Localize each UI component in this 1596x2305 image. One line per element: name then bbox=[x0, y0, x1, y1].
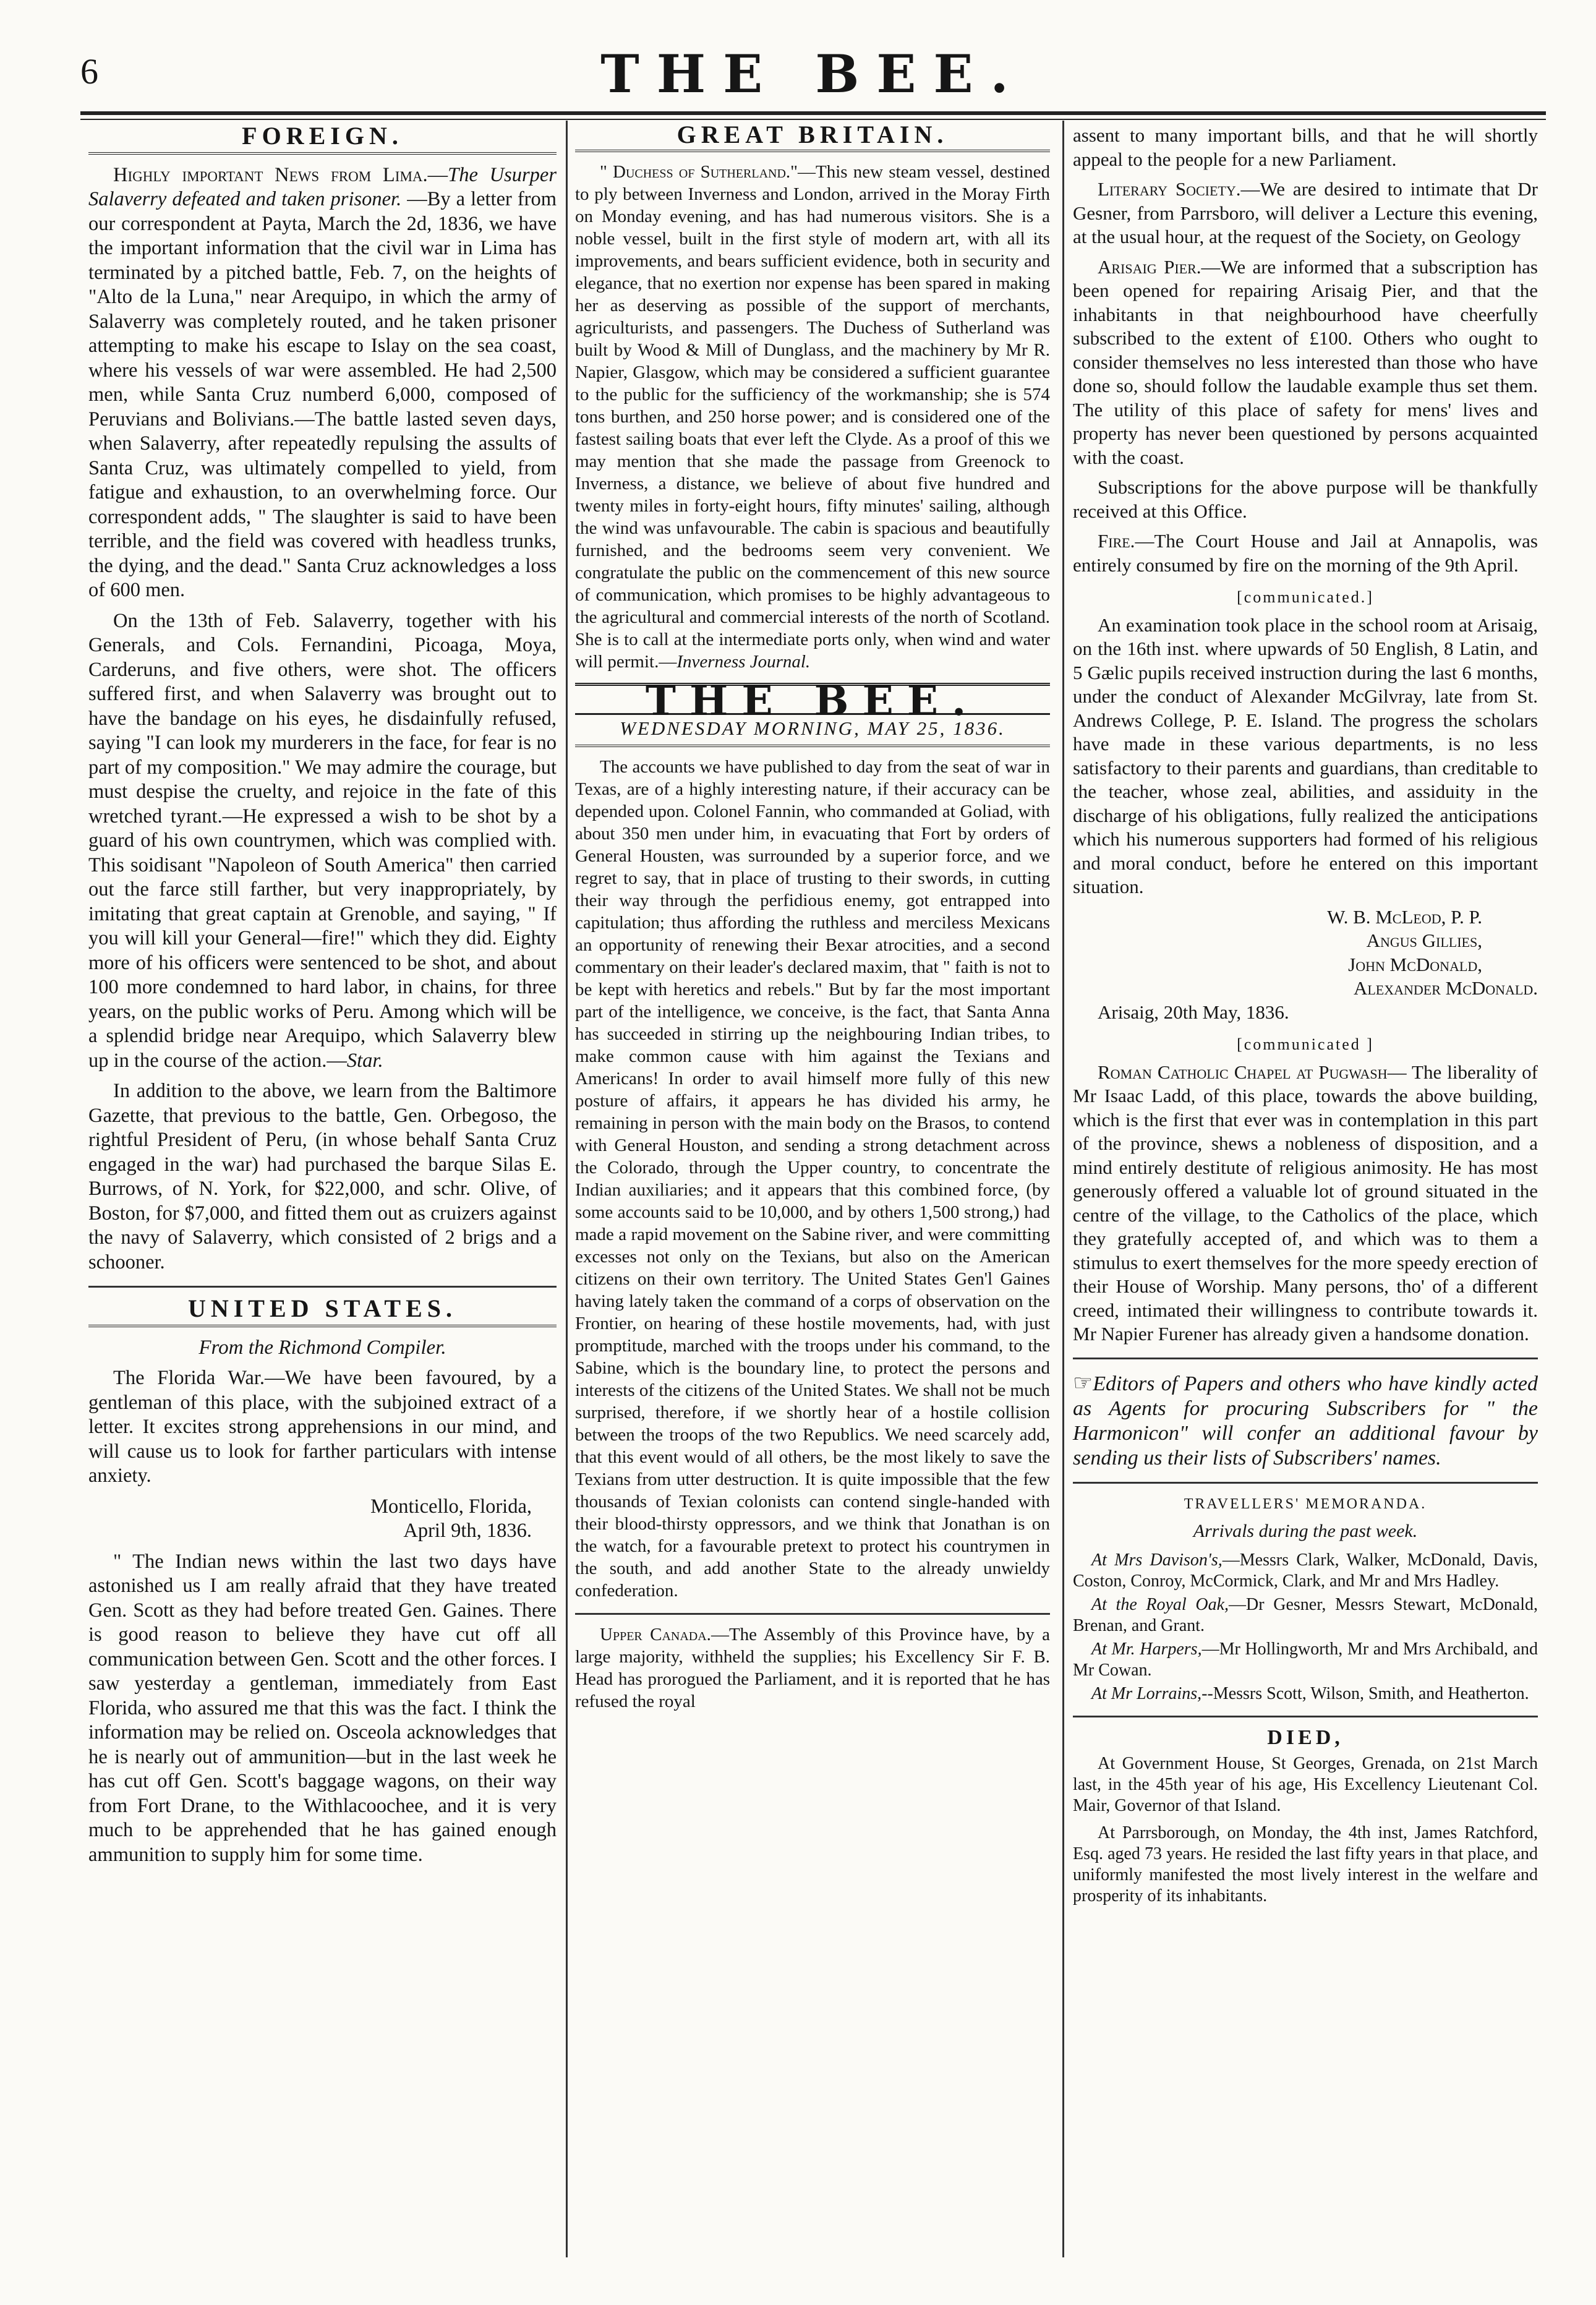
article-continuation: assent to many important bills, and that he will shortly appeal to the people for a new Parliament. bbox=[1073, 124, 1538, 170]
article-canada bbox=[575, 1623, 1050, 1713]
signature: Alexander McDonald. bbox=[1353, 977, 1538, 999]
article-paragraph: The Florida War.—We have been favoured, by a gentleman of this place, with the subjoined extract of a letter. It excites strong apprehensions in our mind, and will cause us to look for farther particulars with intense anxiety. bbox=[88, 1367, 557, 1487]
notice-text: —The Court House and Jail at Annapolis, was entirely consumed by fire on the morning of the 9th April. bbox=[1073, 530, 1538, 576]
article-paragraph: " The Indian news within the last two days have astonished us I am really afraid that they have treated Gen. Scott as they had before treated Gen. Gaines. There is good reason to believe they have cut off all communication between Gen. Scott and the other forces. I saw yesterday a gentleman, immediately from East Florida, who assured me that this was the fact. I think the information may be relied on. Osceola acknowledges that he is nearly out of ammunition—but in the last week he has cut off Gen. Scott's baggage wagons, on their way from Fort Drane, to the Withlacoochee, and it is very much to be apprehended that he has gained enough ammunition to supply him for some time. bbox=[88, 1550, 557, 1866]
masthead-rule-thin bbox=[80, 119, 1546, 120]
travellers-list bbox=[1073, 1550, 1538, 1704]
column-rule-1 bbox=[566, 121, 568, 2257]
section-divider bbox=[88, 1286, 557, 1288]
notice-divider bbox=[1073, 1716, 1538, 1717]
letter-place: Monticello, Florida, bbox=[370, 1495, 532, 1518]
list-item bbox=[1073, 1550, 1538, 1592]
article-source: Inverness Journal. bbox=[676, 652, 811, 672]
article-duchess bbox=[575, 161, 1050, 673]
notice-text: —We are desired to intimate that Dr Gesner, from Parrsboro, will deliver a Lecture this evening, at the usual hour, at the request of the Society, on Geology bbox=[1073, 178, 1538, 247]
notice-fire bbox=[1073, 529, 1538, 577]
communicated-head: [communicated.] bbox=[1237, 588, 1374, 606]
article-lima bbox=[88, 163, 557, 603]
article-paragraph: An examination took place in the school room at Arisaig, on the 16th inst. where upwards of 50 English, 8 Latin, and 5 Gælic pupils received instruction during the last 6 months, under the conduct of Alexander McGilvray, late from St. Andrews College, P. E. Island. The progress the scholars have made in these various departments, is no less satisfactory to their parents and guardians, than creditable to the teacher, whose zeal, abilities, and assiduity in the discharge of his obligations, fully realized the anticipations which his numerous supporters had formed of his religious and moral conduct, before he entered on this important situation. bbox=[1073, 614, 1538, 897]
list-item-place: At Mrs Davison's, bbox=[1091, 1550, 1223, 1570]
pointing-hand-icon: ☞ bbox=[1073, 1370, 1093, 1395]
article-text: —This new steam vessel, destined to ply between Inverness and London, arrived in the Moray Firth on Monday evening, and has had numerous visitors. She is a noble vessel, built in the first style of modern art, with all its improvements, and bears sufficient evidence, both in security and elegance, that no exertion nor expense has been spared in making her as deserving as possible of the support of merchants, agriculturists, and passengers. The Duchess of Sutherland was built by Wood & Mill of Dunglass, and the machinery by Mr R. Napier, Glasgow, which may be considered a sufficient guarantee to the public for the sufficiency of the workmanship; she is 574 tons burthen, and 250 horse power; and is considered one of the fastest sailing boats that ever left the Clyde. As a proof of this we may mention that she made the passage from Greenock to Inverness, a distance, we believe of about five hundred and twenty miles in forty-eight hours, fifty minutes' sailing, although the wind was unfavourable. The cabin is spacious and beautifully furnished, and the bedrooms seem very convenient. We congratulate the public on the commencement of this new source of communication, which promises to be highly advantageous to the agricultural and commercial interests of the north of Scotland. She is to call at the intermediate ports only, when wind and water will permit.— bbox=[575, 162, 1050, 672]
article-source: From the Richmond Compiler. bbox=[198, 1336, 446, 1359]
notice-divider bbox=[1073, 1482, 1538, 1484]
editorial-title: THE BEE. bbox=[575, 683, 1050, 715]
list-item-place: At Mr Lorrains, bbox=[1091, 1683, 1202, 1703]
signature: W. B. McLeod, P. P. bbox=[1327, 905, 1482, 928]
column-rule-2 bbox=[1062, 121, 1064, 2257]
list-item bbox=[1073, 1639, 1538, 1681]
notice-lead: Fire. bbox=[1098, 530, 1135, 552]
list-item-names: —Mr Hollingworth, Mr and Mrs Archibald, and Mr Cowan. bbox=[1073, 1639, 1538, 1680]
article-lead: Upper Canada. bbox=[600, 1625, 711, 1644]
notice-paragraph: Subscriptions for the above purpose will be thankfully received at this Office. bbox=[1073, 476, 1538, 522]
notice-arisaig-pier bbox=[1073, 255, 1538, 470]
section-head-great-britain: GREAT BRITAIN. bbox=[575, 124, 1050, 152]
list-item bbox=[1073, 1594, 1538, 1636]
notice-text: —We are informed that a subscription has been opened for repairing Arisaig Pier, and that the inhabitants in that neighbourhood have cheerfully subscribed to the extent of £100. Others who ought to consider themselves no less interested than those who have done so, should follow the laudable example thus set them. The utility of this place of safety for mens' lives and property has never been questioned by persons acquainted with the coast. bbox=[1073, 255, 1538, 468]
masthead-rule bbox=[80, 111, 1546, 115]
article-divider bbox=[575, 1613, 1050, 1615]
signature: John McDonald, bbox=[1348, 953, 1482, 975]
issue-dateline: WEDNESDAY MORNING, MAY 25, 1836. bbox=[575, 715, 1050, 747]
obituary: At Parrsborough, on Monday, the 4th inst, James Ratchford, Esq. aged 73 years. He resided the last fifty years in that place, and uniformly manifested the most lively interest in the welfare and prosperity of its inhabitants. bbox=[1073, 1823, 1538, 1905]
page-number: 6 bbox=[80, 51, 98, 92]
article-subhead: The Usurper Salaverry defeated and taken prisoner. bbox=[88, 163, 557, 210]
dateline: Arisaig, 20th May, 1836. bbox=[1098, 1001, 1289, 1023]
article-paragraph bbox=[88, 609, 557, 1074]
list-item-names: --Messrs Scott, Wilson, Smith, and Heatherton. bbox=[1201, 1683, 1529, 1703]
list-item-names: —Dr Gesner, Messrs Stewart, McDonald, Brenan, and Grant. bbox=[1073, 1594, 1538, 1635]
article-paragraph: The accounts we have published to day from the seat of war in Texas, are of a highly interesting nature, if their accuracy can be depended upon. Colonel Fannin, who commanded at Goliad, with about 350 men under him, in evacuating that Fort by orders of General Housten, was surrounded by a superior force, and we regret to say, that in place of trusting to their swords, in cutting their way through the perfidious enemy, got entrapped into capitulation; thus affording the ruthless and merciless Mexicans an opportunity of renewing their Bexar atrocities, and a second commentary on their leader's declared maxim, that " faith is not to be kept with heretics and rebels." But by far the most important part of the intelligence, we conceive, is the fact, that Santa Anna has succeeded in stirring up the neighbouring Indian tribes, to make common cause with him against the Texians and Americans! In order to avail himself more fully of this new posture of affairs, it appears he has divided his army, he remaining in person with the main body on the Brasos, to contend with General Houston, and sending a strong detachment across the Colorado, through the Upper country, to concentrate the Indian auxiliaries; and it appears that this combined force, (by some accounts said to be 10,000, and by others 1,500 strong,) had made a rapid movement on the Sabine river, and were committing excesses not only on the Texians, but also on the American citizens on their own territory. The United States Gen'l Gaines having lately taken the command of a corps of observation on the Frontier, on hearing of these hostile movements, had, with just promptitude, marched with the troops under his command, to the Sabine, which is the boundary line, to protect the persons and interests of the citizens of the United States. We shall not be much surprised, therefore, if we shortly hear of a hostile collision between the troops of the two Republics. We need scarcely add, that this event would of all others, be the most likely to save the Texians from utter destruction. It is quite impossible that the few thousands of Texian colonists can contend single-handed with their blood-thirsty oppressors, and we think that Jonathan is on the watch, for a favourable pretext to protect his countrymen in the south, and add another State to the already unwieldy confederation. bbox=[575, 757, 1050, 1601]
column-2 bbox=[575, 121, 1051, 1719]
article-text: On the 13th of Feb. Salaverry, together with his Generals, and Cols. Fernandini, Picoaga, Moya, Carderuns, and five others, were shot. The officers suffered first, and when Salaverry was brought out to have the bandage on his eyes, he disdainfully refused, saying "I can look my murderers in the face, for fear is no part of my composition." We may admire the courage, but must despise the cruelty, and rejoice in the fate of this wretched tyrant.—He expressed a wish to be shot by a guard of his own countrymen, which was complied with. This soidisant "Napoleon of South America" then carried out the farce still farther, but very inappropriately, by imitating that great captain at Grenoble, and saying, " If you will kill your General—fire!" which they did. Eighty more of his officers were sentenced to be shot, and about 100 more condemned to hard labor, in chains, for three years, on the public works of Peru. Among which will be a splendid bridge near Arequipo, which Salaverry blew up in the course of the action.— bbox=[88, 609, 557, 1072]
list-item-place: At the Royal Oak, bbox=[1091, 1594, 1229, 1614]
editors-text: Editors of Papers and others who have kindly acted as Agents for procuring Subscribers for " the Harmonicon" will confer an additional favour by sending us their lists of Subscribers' names. bbox=[1073, 1372, 1538, 1469]
died-head: DIED, bbox=[1267, 1726, 1344, 1749]
notice-divider bbox=[1073, 1358, 1538, 1359]
newspaper-title: THE BEE. bbox=[600, 43, 1026, 105]
article-text: —The Assembly of this Province have, by a large majority, withheld the supplies; his Excellency Sir F. B. Head has prorogued the Parliament, and it is reported that he has refused the royal bbox=[575, 1625, 1051, 1711]
article-paragraph: In addition to the above, we learn from the Baltimore Gazette, that previous to the battle, Gen. Orbegoso, the rightful President of Peru, (in whose behalf Santa Cruz engaged in the war) had purchased the barque Silas E. Burrows, of N. York, for $22,000, and schr. Olive, of Boston, for $7,000, and fitted them out as cruizers against the navy of Salaverry, which consisted of 2 brigs and a schooner. bbox=[88, 1080, 557, 1273]
editors-notice bbox=[1073, 1371, 1538, 1471]
notice-literary-society bbox=[1073, 177, 1538, 249]
article-lead: Highly important News from Lima.— bbox=[113, 163, 448, 186]
letter-date: April 9th, 1836. bbox=[403, 1520, 532, 1542]
travellers-subhead: Arrivals during the past week. bbox=[1193, 1521, 1418, 1541]
article-lead: " Duchess of Sutherland." bbox=[600, 162, 798, 182]
article-text: — The liberality of Mr Isaac Ladd, of this place, towards the above building, which is the first that ever was in contemplation in this part of the province, shews a nobleness of disposition, and a mind entirely destitute of religious animosity. He has most generously offered a valuable lot of ground situated in the centre of the village, to the Catholics of the place, which they gratefully accepted of, and which was to them a stimulus to exert themselves for the more speedy erection of their House of Worship. Many persons, tho' of a different creed, intimated their willingness to contribute towards it. Mr Napier Furener has already given a handsome donation. bbox=[1073, 1061, 1538, 1345]
travellers-head: TRAVELLERS' MEMORANDA. bbox=[1184, 1495, 1427, 1512]
signature: Angus Gillies, bbox=[1366, 930, 1482, 951]
communicated-head: [communicated ] bbox=[1237, 1035, 1374, 1053]
column-3 bbox=[1073, 124, 1538, 1913]
notice-lead: Arisaig Pier. bbox=[1098, 255, 1201, 278]
article-source: Star. bbox=[346, 1049, 383, 1072]
list-item bbox=[1073, 1683, 1538, 1704]
notice-lead: Literary Society. bbox=[1098, 178, 1241, 200]
section-head-us: UNITED STATES. bbox=[88, 1296, 557, 1327]
list-item-names: —Messrs Clark, Walker, McDonald, Davis, Coston, Conroy, McCormick, Clark, and Mr and Mrs Hadley. bbox=[1073, 1550, 1538, 1591]
article-text: —By a letter from our correspondent at Payta, March the 2d, 1836, we have the important information that the civil war in Lima has terminated by a pitched battle, Feb. 7, on the heights of "Alto de la Luna," near Arequipo, in which the army of Salaverry was completely routed, and he taken prisoner attempting to make his escape to Islay on the sea coast, where his vessels of war were assembled. He had 2,500 men, while Santa Cruz numberd 6,000, composed of Peruvians and Bolivians.—The battle lasted seven days, when Salaverry, after repeatedly repulsing the assults of Santa Cruz, was ultimately compelled to yield, from fatigue and exhaustion, to an overwhelming force. Our correspondent adds, " The slaughter is said to have been terrible, and the field was covered with headless trunks, the dying, and the dead." Santa Cruz acknowledges a loss of 600 men. bbox=[88, 188, 557, 601]
column-1 bbox=[88, 124, 557, 1873]
list-item-place: At Mr. Harpers, bbox=[1091, 1639, 1202, 1659]
article-chapel bbox=[1073, 1061, 1538, 1346]
section-head-foreign: FOREIGN. bbox=[88, 124, 557, 155]
article-lead: Roman Catholic Chapel at Pugwash bbox=[1098, 1061, 1388, 1083]
masthead bbox=[80, 43, 1546, 118]
obituary: At Government House, St Georges, Grenada, on 21st March last, in the 45th year of his age, His Excellency Lieutenant Col. Mair, Governor of that Island. bbox=[1073, 1754, 1538, 1815]
